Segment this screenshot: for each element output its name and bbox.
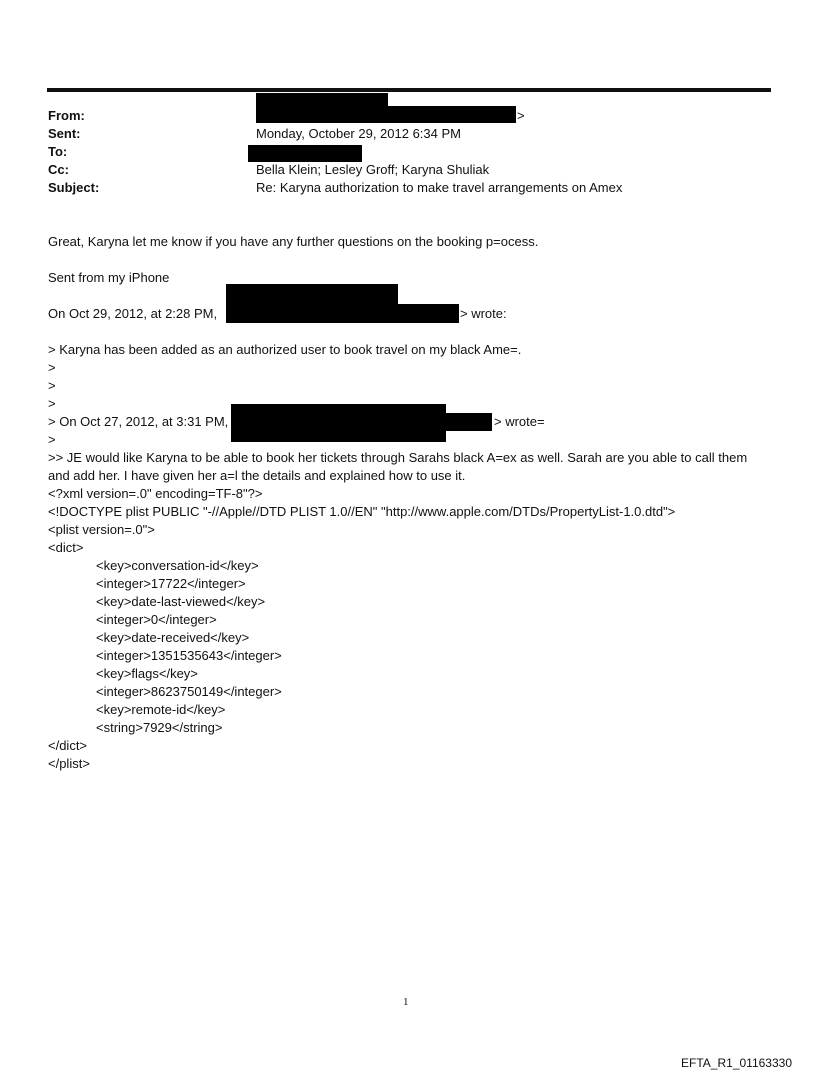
quoted-line: >: [48, 396, 56, 411]
xml-line: <key>date-last-viewed</key>: [96, 594, 266, 609]
cc-value: Bella Klein; Lesley Groff; Karyna Shuliak: [256, 162, 490, 177]
xml-line: <?xml version=.0" encoding=TF-8"?>: [48, 486, 263, 501]
subject-value: Re: Karyna authorization to make travel arrangements on Amex: [256, 180, 623, 195]
xml-line: <integer>8623750149</integer>: [96, 684, 282, 699]
xml-line: <!DOCTYPE plist PUBLIC "-//Apple//DTD PLIST 1.0//EN" "http://www.apple.com/DTDs/PropertyList-1.0.dtd">: [48, 504, 676, 519]
from-label: From:: [48, 108, 85, 123]
xml-line: </plist>: [48, 756, 90, 771]
page-number: 1: [403, 996, 409, 1008]
xml-line: <integer>0</integer>: [96, 612, 217, 627]
xml-line: <string>7929</string>: [96, 720, 223, 735]
xml-line: <plist version=.0">: [48, 522, 155, 537]
redaction-block: [231, 413, 492, 431]
sent-value: Monday, October 29, 2012 6:34 PM: [256, 126, 461, 141]
quoted-line: >> JE would like Karyna to be able to book her tickets through Sarahs black A=ex as well. Sarah are you able to call them: [48, 450, 748, 465]
xml-line: <dict>: [48, 540, 84, 555]
body-line: Sent from my iPhone: [48, 270, 170, 285]
xml-line: <key>conversation-id</key>: [96, 558, 259, 573]
cc-label: Cc:: [48, 162, 69, 177]
redaction-block: [248, 145, 362, 162]
quoted-line: >: [48, 378, 56, 393]
redaction-block: [226, 304, 459, 323]
quoted-line: >: [48, 432, 56, 447]
xml-line: <key>remote-id</key>: [96, 702, 226, 717]
xml-line: <key>flags</key>: [96, 666, 198, 681]
quoted-line: and add her. I have given her a=l the details and explained how to use it.: [48, 468, 466, 483]
quoted-line: >: [48, 360, 56, 375]
document-id: EFTA_R1_01163330: [681, 1056, 792, 1070]
sent-label: Sent:: [48, 126, 81, 141]
quote-header: > On Oct 27, 2012, at 3:31 PM,: [48, 414, 229, 429]
xml-line: </dict>: [48, 738, 88, 753]
xml-line: <integer>17722</integer>: [96, 576, 246, 591]
quoted-line: > Karyna has been added as an authorized user to book travel on my black Ame=.: [48, 342, 522, 357]
to-label: To:: [48, 144, 68, 159]
quote-header-suffix: > wrote:: [460, 306, 507, 321]
body-line: Great, Karyna let me know if you have any further questions on the booking p=ocess.: [48, 234, 539, 249]
redaction-block: [256, 106, 516, 123]
from-suffix: >: [517, 108, 525, 123]
quote-header-suffix: > wrote=: [494, 414, 545, 429]
header-rule: [47, 88, 771, 92]
xml-line: <key>date-received</key>: [96, 630, 250, 645]
xml-line: <integer>1351535643</integer>: [96, 648, 282, 663]
quote-header: On Oct 29, 2012, at 2:28 PM,: [48, 306, 218, 321]
redaction-block: [226, 284, 398, 305]
subject-label: Subject:: [48, 180, 100, 195]
